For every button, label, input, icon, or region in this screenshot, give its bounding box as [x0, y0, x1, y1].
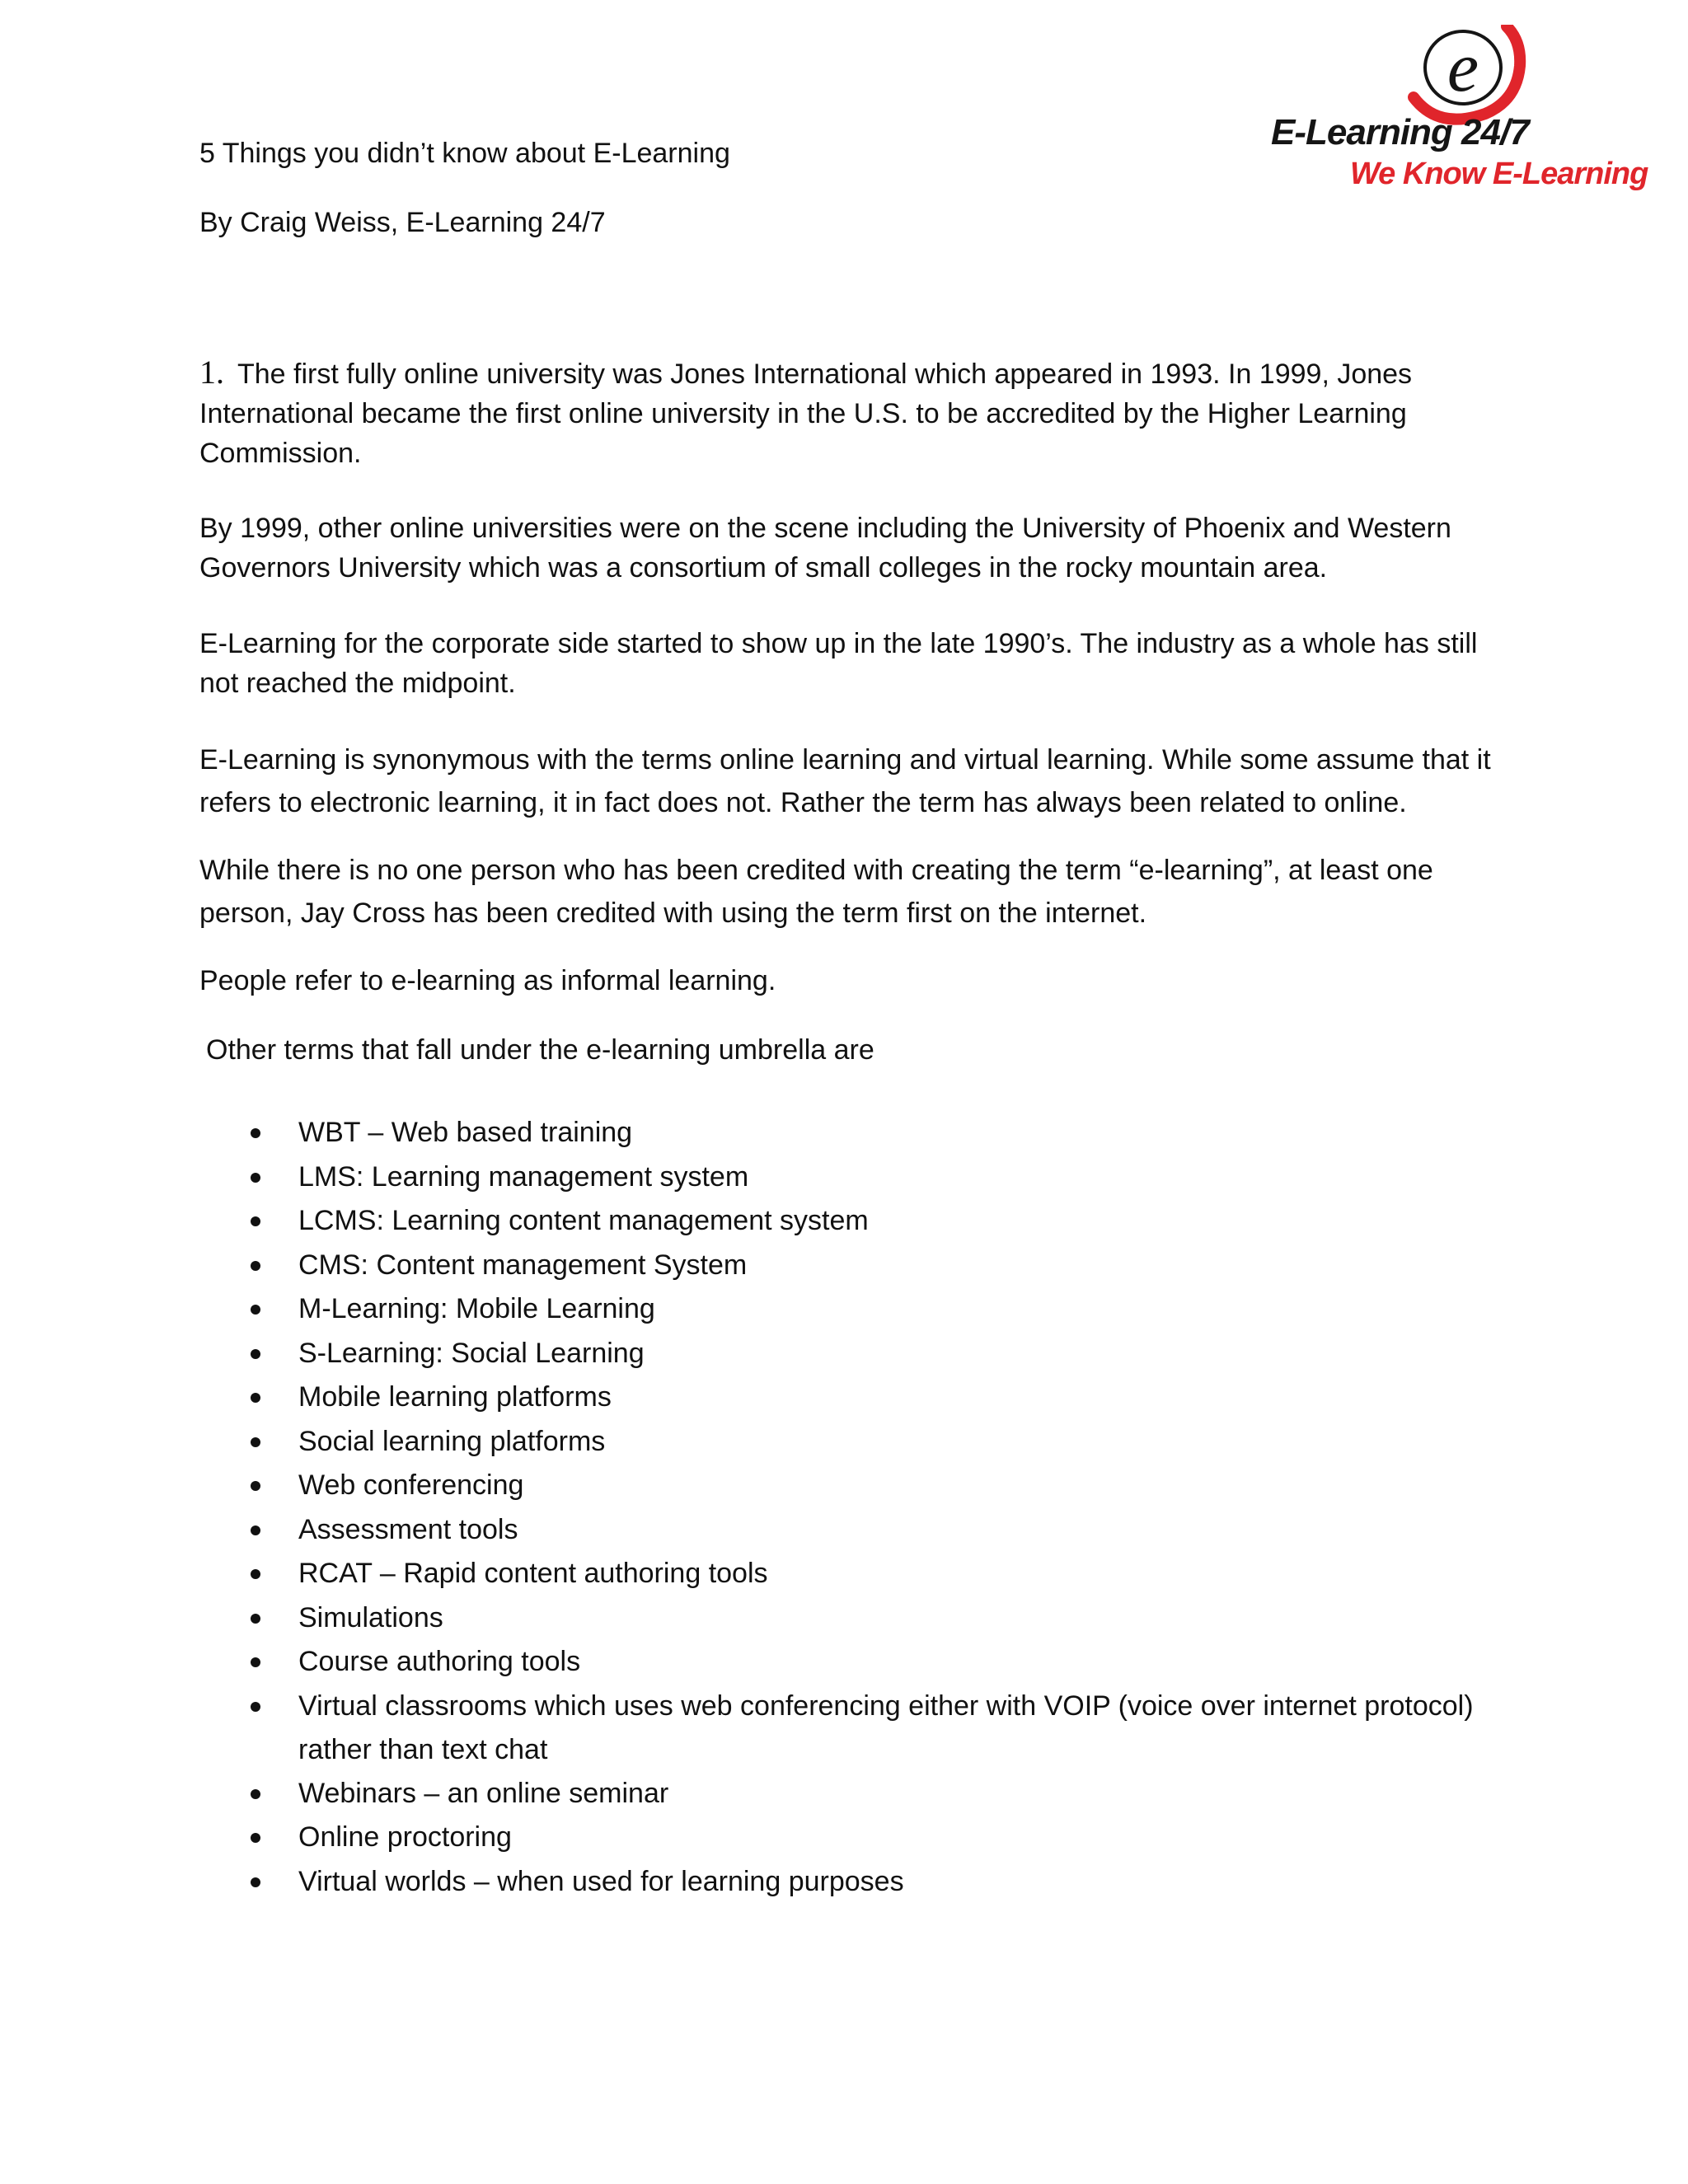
- list-item: Virtual worlds – when used for learning purposes: [199, 1860, 1518, 1905]
- bullet-icon: [251, 1833, 260, 1843]
- bullet-icon: [251, 1657, 260, 1667]
- paragraph-corporate-side: E-Learning for the corporate side started to show up in the late 1990’s. The industry as a whole has still not reached the midpoint.: [199, 628, 1478, 699]
- list-item: M-Learning: Mobile Learning: [199, 1287, 1518, 1332]
- bullet-icon: [251, 1789, 260, 1799]
- paragraph-other-terms: Other terms that fall under the e-learning umbrella are: [206, 1034, 874, 1066]
- list-item: Mobile learning platforms: [199, 1376, 1518, 1420]
- list-item: Simulations: [199, 1596, 1518, 1641]
- item-number: 1.: [199, 354, 224, 391]
- bullet-icon: [251, 1702, 260, 1712]
- logo-tagline: We Know E-Learning: [1350, 157, 1648, 191]
- bullet-icon: [251, 1481, 260, 1491]
- bullet-icon: [251, 1393, 260, 1403]
- list-item: LMS: Learning management system: [199, 1155, 1518, 1200]
- svg-text:e: e: [1447, 27, 1479, 106]
- bullet-icon: [251, 1877, 260, 1887]
- list-item: Web conferencing: [199, 1464, 1518, 1508]
- paragraph-synonymous: E-Learning is synonymous with the terms online learning and virtual learning. While some assume that it refers to electronic learning, it in fact does not. Rather the term has always been related to online.: [199, 744, 1491, 818]
- list-item: Virtual classrooms which uses web conferencing either with VOIP (voice over internet protocol) rather than text chat: [199, 1685, 1518, 1772]
- bullet-icon: [251, 1569, 260, 1579]
- bullet-icon: [251, 1437, 260, 1447]
- document-byline: By Craig Weiss, E-Learning 24/7: [199, 207, 606, 238]
- bullet-icon: [251, 1526, 260, 1535]
- list-item: S-Learning: Social Learning: [199, 1332, 1518, 1376]
- bullet-icon: [251, 1349, 260, 1359]
- list-item: CMS: Content management System: [199, 1244, 1518, 1288]
- paragraph-online-universities: By 1999, other online universities were on the scene including the University of Phoenix and Western Governors University which was a consortium of small colleges in the rocky mountain area.: [199, 513, 1451, 583]
- list-item: RCAT – Rapid content authoring tools: [199, 1552, 1518, 1596]
- bullet-icon: [251, 1128, 260, 1138]
- bullet-icon: [251, 1173, 260, 1183]
- bullet-icon: [251, 1305, 260, 1315]
- item-1-paragraph: [199, 353, 1502, 473]
- bullet-icon: [251, 1261, 260, 1271]
- item-1-text: The first fully online university was Jones International which appeared in 1993. In 1999, Jones International became the first online university in the U.S. to be accredited by the Higher Learning Commission.: [199, 359, 1413, 469]
- list-item: Webinars – an online seminar: [199, 1772, 1518, 1816]
- list-item: LCMS: Learning content management system: [199, 1199, 1518, 1244]
- bullet-icon: [251, 1614, 260, 1624]
- paragraph-term-credit: While there is no one person who has been credited with creating the term “e-learning”, at least one person, Jay Cross has been credited with using the term first on the internet.: [199, 855, 1433, 929]
- paragraph-informal-learning: People refer to e-learning as informal learning.: [199, 965, 776, 996]
- list-item: Online proctoring: [199, 1816, 1518, 1860]
- logo-brand-name: E-Learning 24/7: [1271, 112, 1529, 152]
- bullet-icon: [251, 1216, 260, 1226]
- terms-list: [199, 1111, 1518, 1904]
- e-learning-logo: [1269, 25, 1657, 198]
- list-item: Social learning platforms: [199, 1420, 1518, 1465]
- list-item: Assessment tools: [199, 1508, 1518, 1553]
- list-item: WBT – Web based training: [199, 1111, 1518, 1155]
- list-item: Course authoring tools: [199, 1640, 1518, 1685]
- document-title: 5 Things you didn’t know about E-Learning: [199, 138, 730, 169]
